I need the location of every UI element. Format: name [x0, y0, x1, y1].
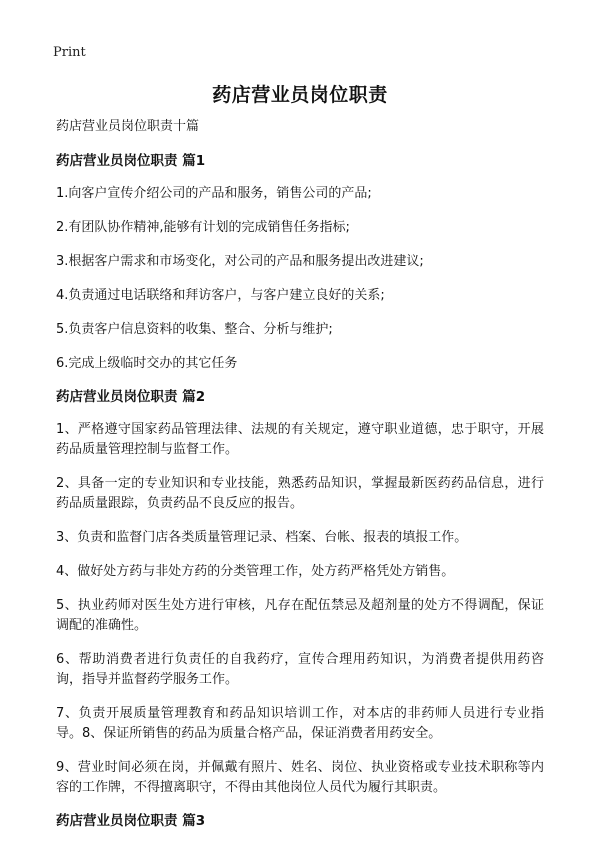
section-heading: 药店营业员岗位职责 篇1: [56, 153, 206, 169]
print-link[interactable]: Print: [53, 45, 86, 60]
list-item: 5.负责客户信息资料的收集、整合、分析与维护;: [56, 322, 333, 337]
list-item: 6.完成上级临时交办的其它任务: [56, 356, 238, 371]
list-item: 6、帮助消费者进行负责任的自我药疗，宣传合理用药知识，为消费者提供用药咨询，指导并监督药学服务工作。: [56, 652, 544, 687]
document-subtitle: 药店营业员岗位职责十篇: [56, 119, 200, 134]
list-item: 1.向客户宣传介绍公司的产品和服务，销售公司的产品;: [56, 186, 372, 201]
section-heading: 药店营业员岗位职责 篇3: [56, 813, 206, 829]
list-item: 5、执业药师对医生处方进行审核，凡存在配伍禁忌及超剂量的处方不得调配，保证调配的准确性。: [56, 598, 544, 633]
section-heading: 药店营业员岗位职责 篇2: [56, 389, 206, 405]
list-item: 4.负责通过电话联络和拜访客户，与客户建立良好的关系;: [56, 288, 385, 303]
section-3: [56, 812, 544, 830]
list-item: 4、做好处方药与非处方药的分类管理工作，处方药严格凭处方销售。: [56, 564, 455, 579]
list-item: 3.根据客户需求和市场变化，对公司的产品和服务提出改进建议;: [56, 254, 424, 269]
list-item: 7、负责开展质量管理教育和药品知识培训工作，对本店的非药师人员进行专业指导。8、保证所销售的药品为质量合格产品，保证消费者用药安全。: [56, 706, 544, 741]
list-item: 9、营业时间必须在岗，并佩戴有照片、姓名、岗位、执业资格或专业技术职称等内容的工作牌，不得擅离职守，不得由其他岗位人员代为履行其职责。: [56, 760, 544, 795]
section-1: [56, 152, 544, 374]
list-item: 2、具备一定的专业知识和专业技能，熟悉药品知识，掌握最新医药药品信息，进行药品质量跟踪，负责药品不良反应的报告。: [56, 476, 544, 511]
section-2: [56, 388, 544, 798]
list-item: 2.有团队协作精神,能够有计划的完成销售任务指标;: [56, 220, 350, 235]
document-body: [56, 118, 544, 844]
list-item: 1、严格遵守国家药品管理法律、法规的有关规定，遵守职业道德，忠于职守，开展药品质量管理控制与监督工作。: [56, 422, 544, 457]
document-title: 药店营业员岗位职责: [212, 84, 388, 106]
list-item: 3、负责和监督门店各类质量管理记录、档案、台帐、报表的填报工作。: [56, 530, 468, 545]
